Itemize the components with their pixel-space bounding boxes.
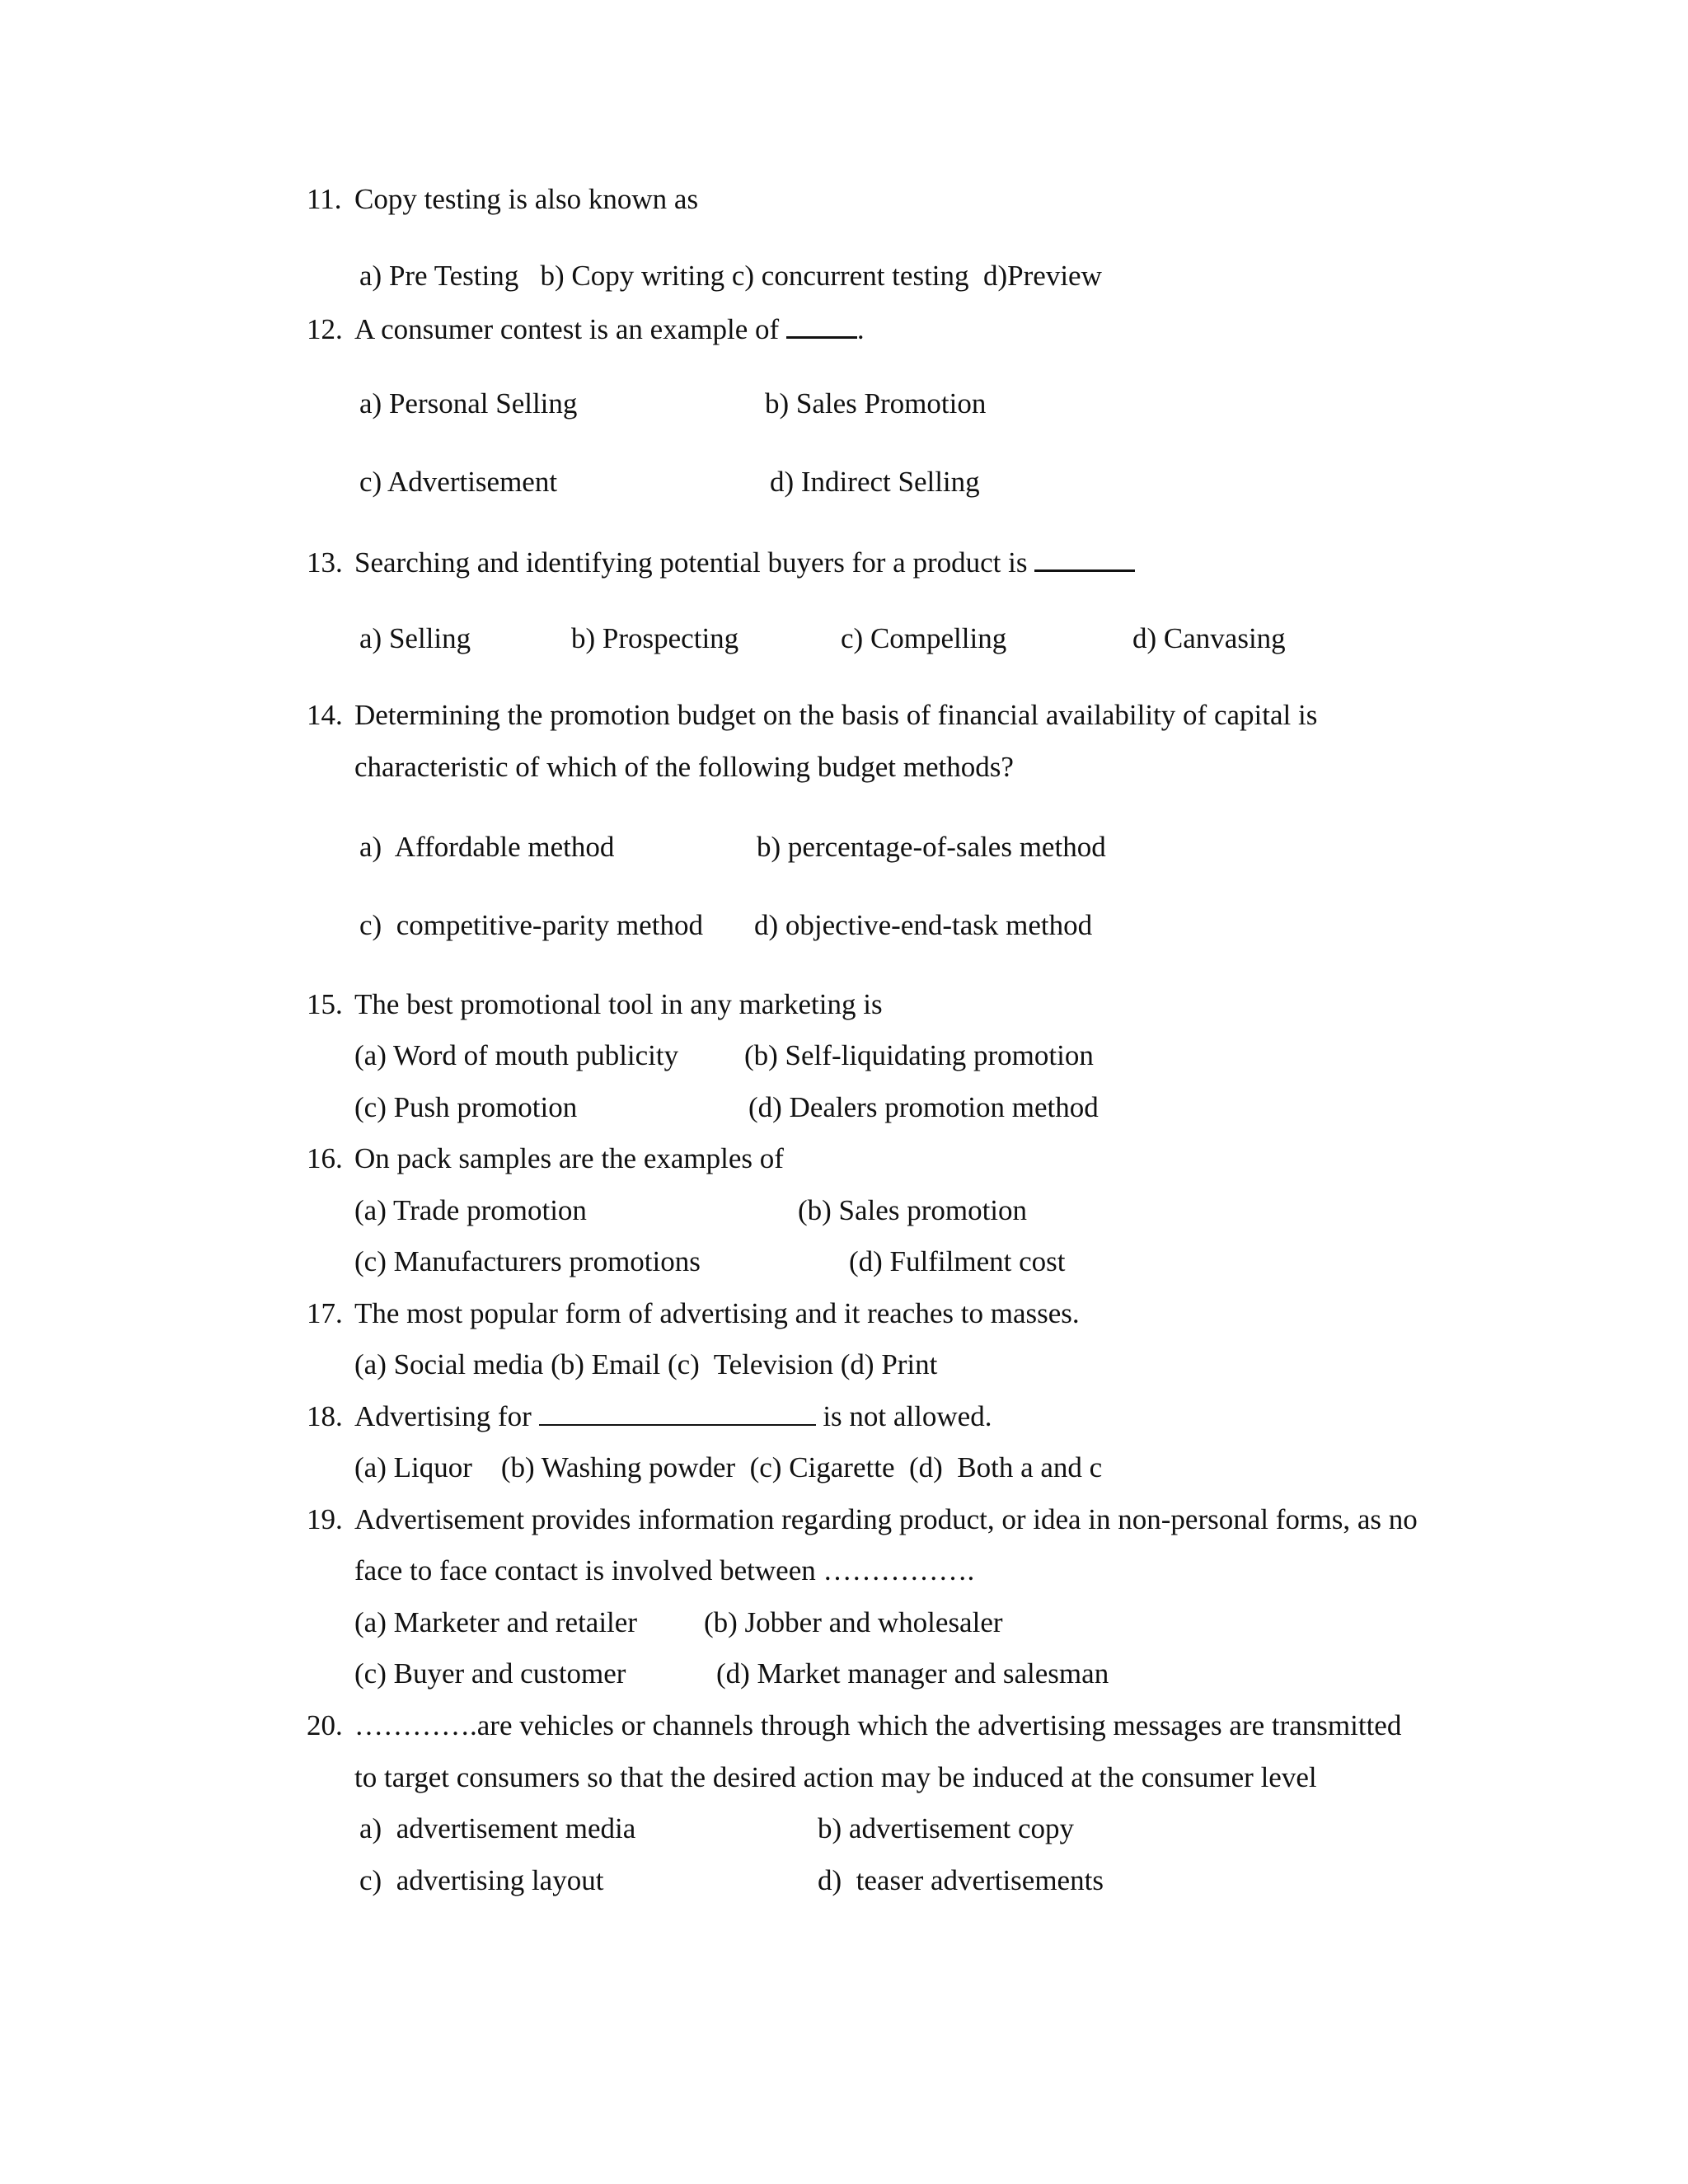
question-text: Advertisement provides information regarding product, or idea in non-personal forms, as no: [354, 1503, 1418, 1535]
option-d: d) Canvasing: [1132, 622, 1286, 654]
question-text: The most popular form of advertising and it reaches to masses.: [354, 1297, 1080, 1329]
question-15-stem: [307, 988, 883, 1021]
option-a: (a) Marketer and retailer: [354, 1606, 637, 1638]
option-d: d) Indirect Selling: [770, 466, 980, 498]
option-d: d) teaser advertisements: [818, 1864, 1104, 1896]
question-20-stem: [307, 1709, 1401, 1742]
question-number: 17.: [307, 1297, 343, 1329]
question-text: On pack samples are the examples of: [354, 1142, 784, 1174]
question-17-options: (a) Social media (b) Email (c) Television (d) Print: [354, 1348, 938, 1380]
option-b: b) percentage-of-sales method: [757, 831, 1106, 863]
question-text: Advertising for: [354, 1400, 532, 1432]
question-19-stem-continued: face to face contact is involved between …………….: [354, 1554, 975, 1586]
question-text: ………….are vehicles or channels through which the advertising messages are transmitted: [354, 1709, 1402, 1741]
question-number: 16.: [307, 1142, 343, 1174]
question-number: 12.: [307, 313, 343, 345]
question-text: A consumer contest is an example of: [354, 313, 780, 345]
option-c: c) Advertisement: [359, 466, 558, 498]
option-d: (d) Dealers promotion method: [748, 1091, 1099, 1123]
option-a: (a) Trade promotion: [354, 1194, 587, 1226]
question-19-stem: [307, 1503, 1418, 1536]
question-18-options: (a) Liquor (b) Washing powder (c) Cigarette (d) Both a and c: [354, 1451, 1103, 1483]
option-a: a) Affordable method: [359, 831, 615, 863]
option-a: a) Personal Selling: [359, 387, 578, 419]
question-12-stem: [307, 313, 865, 346]
option-b: (b) Jobber and wholesaler: [704, 1606, 1003, 1638]
question-11-options: a) Pre Testing b) Copy writing c) concurrent testing d)Preview: [359, 260, 1102, 292]
question-number: 20.: [307, 1709, 343, 1741]
question-14-stem: [307, 699, 1317, 732]
answer-blank: [539, 1403, 816, 1426]
question-text-end: is not allowed.: [823, 1400, 992, 1432]
option-b: b) advertisement copy: [818, 1812, 1075, 1844]
option-d: d) objective-end-task method: [754, 909, 1093, 941]
question-13-stem: [307, 546, 1135, 579]
question-17-stem: [307, 1297, 1080, 1330]
option-b: b) Sales Promotion: [765, 387, 987, 419]
option-b: (b) Sales promotion: [798, 1194, 1028, 1226]
question-14-stem-continued: characteristic of which of the following budget methods?: [354, 751, 1014, 783]
option-c: (c) Manufacturers promotions: [354, 1245, 701, 1277]
option-d: (d) Market manager and salesman: [716, 1657, 1109, 1690]
option-c: (c) Buyer and customer: [354, 1657, 626, 1690]
answer-blank: [1034, 548, 1135, 572]
option-a: a) advertisement media: [359, 1812, 636, 1844]
question-text: Searching and identifying potential buyers for a product is: [354, 546, 1028, 579]
option-a: a) Selling: [359, 622, 471, 654]
question-18-stem: [307, 1400, 992, 1433]
question-number: 14.: [307, 699, 343, 731]
question-text: Copy testing is also known as: [354, 183, 699, 215]
option-b: b) Prospecting: [571, 622, 739, 654]
question-20-stem-continued: to target consumers so that the desired action may be induced at the consumer level: [354, 1761, 1317, 1793]
option-b: (b) Self-liquidating promotion: [744, 1039, 1094, 1071]
question-number: 13.: [307, 546, 343, 579]
option-d: (d) Fulfilment cost: [849, 1245, 1066, 1277]
question-number: 19.: [307, 1503, 343, 1535]
option-c: c) advertising layout: [359, 1864, 604, 1896]
option-a: (a) Word of mouth publicity: [354, 1039, 679, 1071]
option-c: c) Compelling: [841, 622, 1007, 654]
question-11-stem: [307, 183, 698, 216]
question-number: 11.: [307, 183, 342, 215]
question-text: The best promotional tool in any marketing is: [354, 988, 883, 1020]
option-c: c) competitive-parity method: [359, 909, 703, 941]
question-text: Determining the promotion budget on the basis of financial availability of capital is: [354, 699, 1318, 731]
answer-blank: [786, 315, 857, 339]
question-number: 15.: [307, 988, 343, 1020]
option-c: (c) Push promotion: [354, 1091, 578, 1123]
question-text-end: .: [856, 313, 865, 345]
question-number: 18.: [307, 1400, 343, 1432]
question-16-stem: [307, 1142, 784, 1175]
